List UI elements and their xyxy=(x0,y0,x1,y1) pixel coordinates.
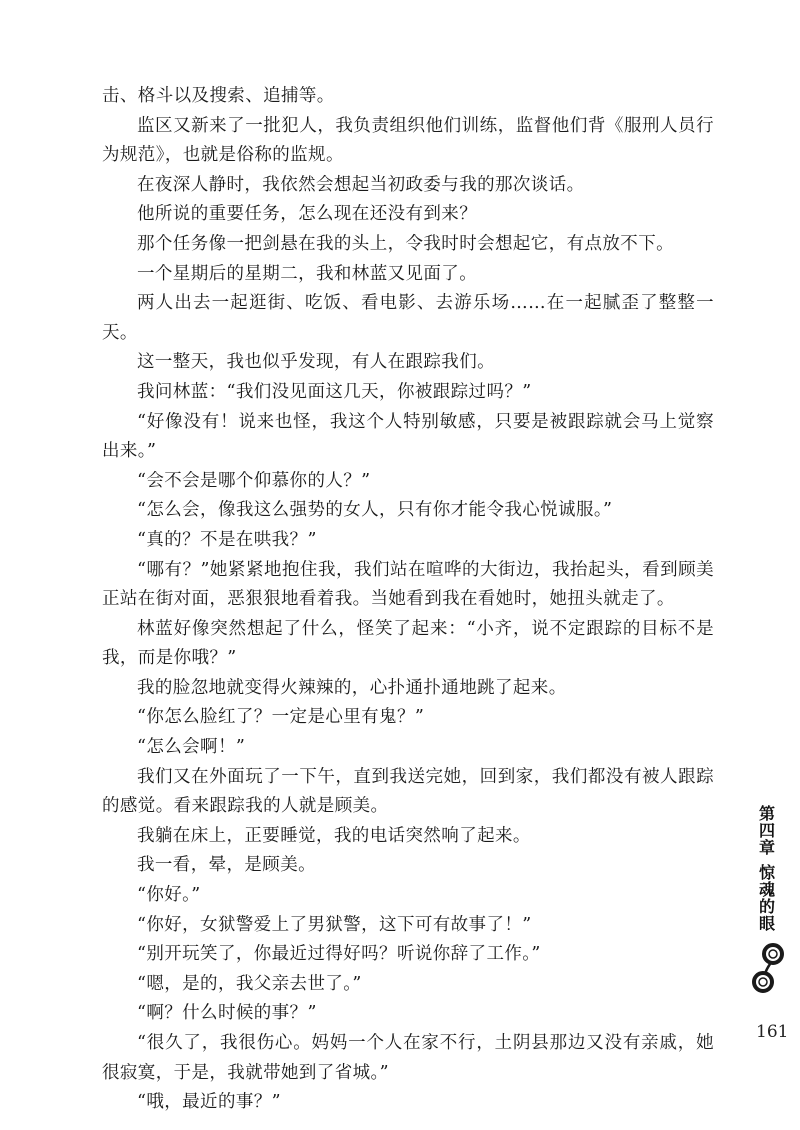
handcuffs-icon xyxy=(748,942,788,994)
paragraph: “你好，女狱警爱上了男狱警，这下可有故事了！” xyxy=(137,914,532,935)
paragraph: 林蓝好像突然想起了什么，怪笑了起来：“小齐，说不定跟踪的目标不是我，而是你哦？” xyxy=(102,618,714,669)
paragraph: “嗯，是的，我父亲去世了。” xyxy=(137,973,362,994)
paragraph: 那个任务像一把剑悬在我的头上，令我时时会想起它，有点放不下。 xyxy=(137,233,674,254)
paragraph: 我躺在床上，正要睡觉，我的电话突然响了起来。 xyxy=(137,825,531,846)
paragraph: “你好。” xyxy=(137,885,201,906)
paragraph: “真的？不是在哄我？” xyxy=(137,529,317,550)
paragraph: 击、格斗以及搜索、追捕等。 xyxy=(102,86,335,106)
paragraph: “会不会是哪个仰慕你的人？” xyxy=(137,470,371,491)
paragraph: “好像没有！说来也怪，我这个人特别敏感，只要是被跟踪就会马上觉察出来。” xyxy=(102,411,714,462)
paragraph: “你怎么脸红了？一定是心里有鬼？” xyxy=(137,707,425,728)
paragraph: “很久了，我很伤心。妈妈一个人在家不行，土阴县那边又没有亲戚，她很寂寞，于是，我就带她到了省城。” xyxy=(102,1033,714,1083)
paragraph: 我问林蓝：“我们没见面这几天，你被跟踪过吗？” xyxy=(137,381,532,402)
chapter-sidebar xyxy=(752,805,780,932)
paragraph: “怎么会，像我这么强势的女人，只有你才能令我心悦诚服。” xyxy=(137,500,613,521)
paragraph: “怎么会啊！” xyxy=(137,737,246,758)
chapter-title: 惊魂的眼 xyxy=(756,864,776,932)
paragraph: 两人出去一起逛街、吃饭、看电影、去游乐场……在一起腻歪了整整一天。 xyxy=(102,293,714,343)
paragraph: 在夜深人静时，我依然会想起当初政委与我的那次谈话。 xyxy=(137,174,585,195)
paragraph: “哦，最近的事？” xyxy=(137,1092,281,1113)
page-number: 161 xyxy=(756,1022,789,1042)
body-text xyxy=(102,82,714,1118)
paragraph: 他所说的重要任务，怎么现在还没有到来？ xyxy=(137,204,478,225)
paragraph: “哪有？”她紧紧地抱住我，我们站在喧哗的大街边，我抬起头，看到顾美正站在街对面，恶狠狠地看着我。当她看到我在看她时，她扭头就走了。 xyxy=(102,559,714,610)
paragraph: 一个星期后的星期二，我和林蓝又见面了。 xyxy=(137,263,478,284)
paragraph: 监区又新来了一批犯人，我负责组织他们训练，监督他们背《服刑人员行为规范》，也就是俗称的监规。 xyxy=(102,115,714,166)
paragraph: 我们又在外面玩了一下午，直到我送完她，回到家，我们都没有被人跟踪的感觉。看来跟踪我的人就是顾美。 xyxy=(102,766,714,817)
paragraph: “别开玩笑了，你最近过得好吗？听说你辞了工作。” xyxy=(137,944,541,965)
paragraph: “啊？什么时候的事？” xyxy=(137,1003,317,1024)
chapter-number: 第四章 xyxy=(756,805,776,856)
paragraph: 这一整天，我也似乎发现，有人在跟踪我们。 xyxy=(137,352,495,373)
paragraph: 我的脸忽地就变得火辣辣的，心扑通扑通地跳了起来。 xyxy=(137,677,567,698)
paragraph: 我一看，晕，是顾美。 xyxy=(137,855,316,876)
